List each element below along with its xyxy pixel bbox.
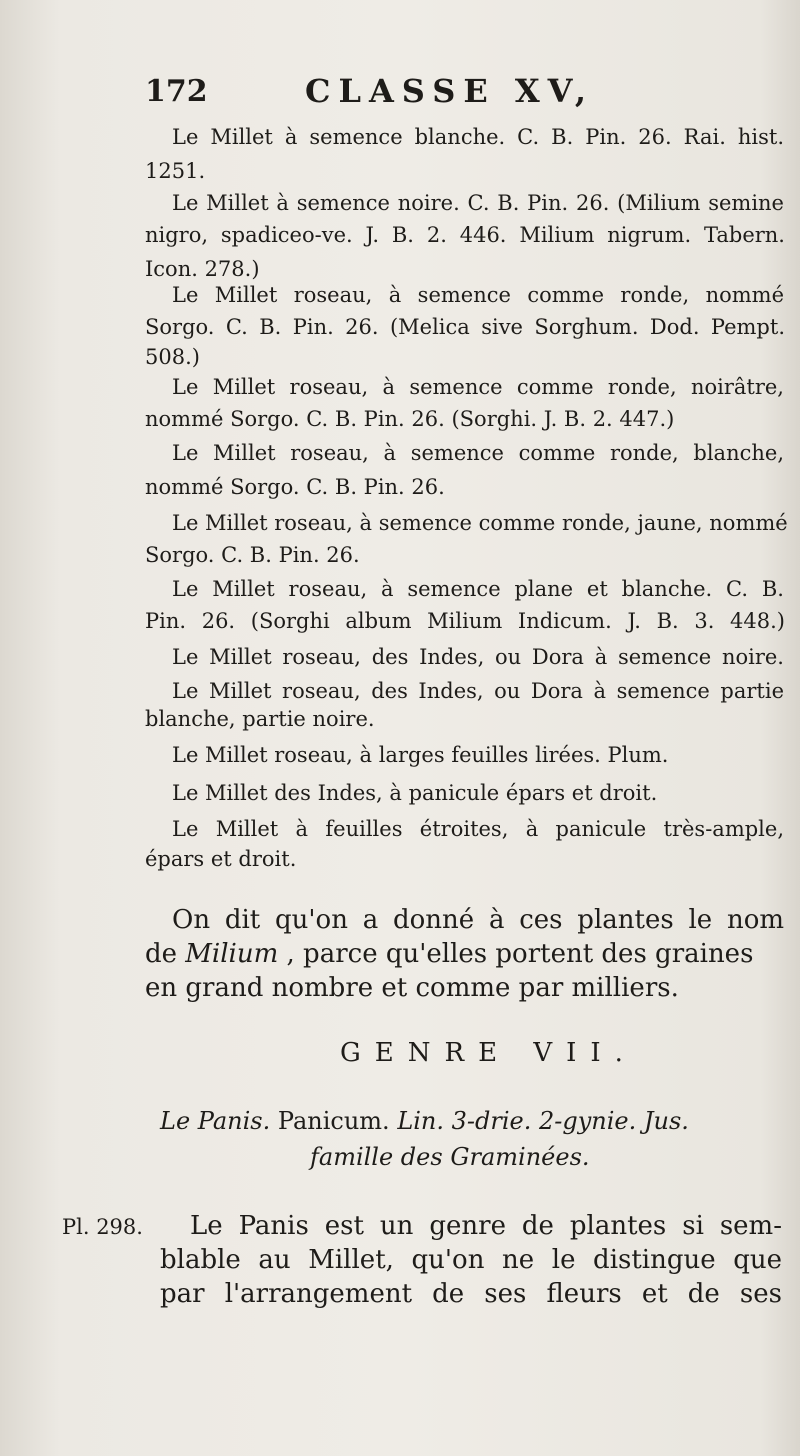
genre-classification: Lin. 3-drie. 2-gynie. Jus. (397, 1107, 689, 1135)
page-header (145, 72, 645, 112)
entry-line: 1251. (145, 159, 206, 183)
genre-heading: GENRE VII. (340, 1038, 637, 1068)
description-line: Le Panis est un genre de plantes si sem- (190, 1211, 782, 1241)
note-line: On dit qu'on a donné à ces plantes le nom (172, 905, 784, 935)
entry-line: Le Millet roseau, des Indes, ou Dora à semence partie (172, 679, 784, 703)
description-line: blable au Millet, qu'on ne le distingue que (160, 1245, 782, 1275)
entry-line: Le Millet à semence blanche. C. B. Pin. 26. Rai. hist. (172, 125, 784, 149)
note-text: de (145, 939, 178, 969)
genre-title-line (160, 1106, 689, 1136)
note-italic-term: Milium (185, 939, 279, 969)
entry-line: Le Millet à feuilles étroites, à panicule très-ample, (172, 817, 784, 841)
entry-line: Le Millet roseau, des Indes, ou Dora à semence noire. (172, 645, 784, 669)
entry-line: épars et droit. (145, 847, 297, 871)
entry-line: Le Millet roseau, à semence comme ronde, noirâtre, (172, 375, 784, 399)
entry-line: 508.) (145, 345, 200, 369)
entry-line: nommé Sorgo. C. B. Pin. 26. (Sorghi. J. B. 2. 447.) (145, 407, 675, 431)
note-line: en grand nombre et comme par milliers. (145, 973, 679, 1003)
note-text: , parce qu'elles portent des graines (286, 939, 754, 969)
note-line (145, 938, 753, 970)
entry-line: Le Millet roseau, à semence comme ronde, jaune, nommé (172, 511, 788, 535)
entry-line: Le Millet des Indes, à panicule épars et droit. (172, 781, 658, 805)
entry-line: nommé Sorgo. C. B. Pin. 26. (145, 475, 445, 499)
genre-name: Le Panis. (160, 1107, 271, 1135)
entry-line: Le Millet à semence noire. C. B. Pin. 26. (Milium semine (172, 191, 784, 215)
description-line: par l'arrangement de ses fleurs et de ses (160, 1279, 782, 1309)
genre-family: famille des Graminées. (310, 1143, 590, 1171)
entry-line: Le Millet roseau, à larges feuilles lirées. Plum. (172, 743, 669, 767)
entry-line: Le Millet roseau, à semence plane et blanche. C. B. (172, 577, 784, 601)
entry-line: Icon. 278.) (145, 257, 260, 281)
entry-line: nigro, spadiceo-ve. J. B. 2. 446. Milium nigrum. Tabern. (145, 223, 785, 247)
entry-line: Pin. 26. (Sorghi album Milium Indicum. J. B. 3. 448.) (145, 609, 785, 633)
entry-line: Sorgo. C. B. Pin. 26. (Melica sive Sorghum. Dod. Pempt. (145, 315, 785, 339)
entry-line: Sorgo. C. B. Pin. 26. (145, 543, 360, 567)
genre-latin: Panicum. (277, 1107, 390, 1135)
entry-line: blanche, partie noire. (145, 707, 375, 731)
page-number: 172 (145, 74, 208, 109)
plate-reference: Pl. 298. (62, 1215, 143, 1239)
entry-line: Le Millet roseau, à semence comme ronde, nommé (172, 283, 784, 307)
running-head: CLASSE XV, (305, 72, 595, 110)
entry-line: Le Millet roseau, à semence comme ronde, blanche, (172, 441, 784, 465)
